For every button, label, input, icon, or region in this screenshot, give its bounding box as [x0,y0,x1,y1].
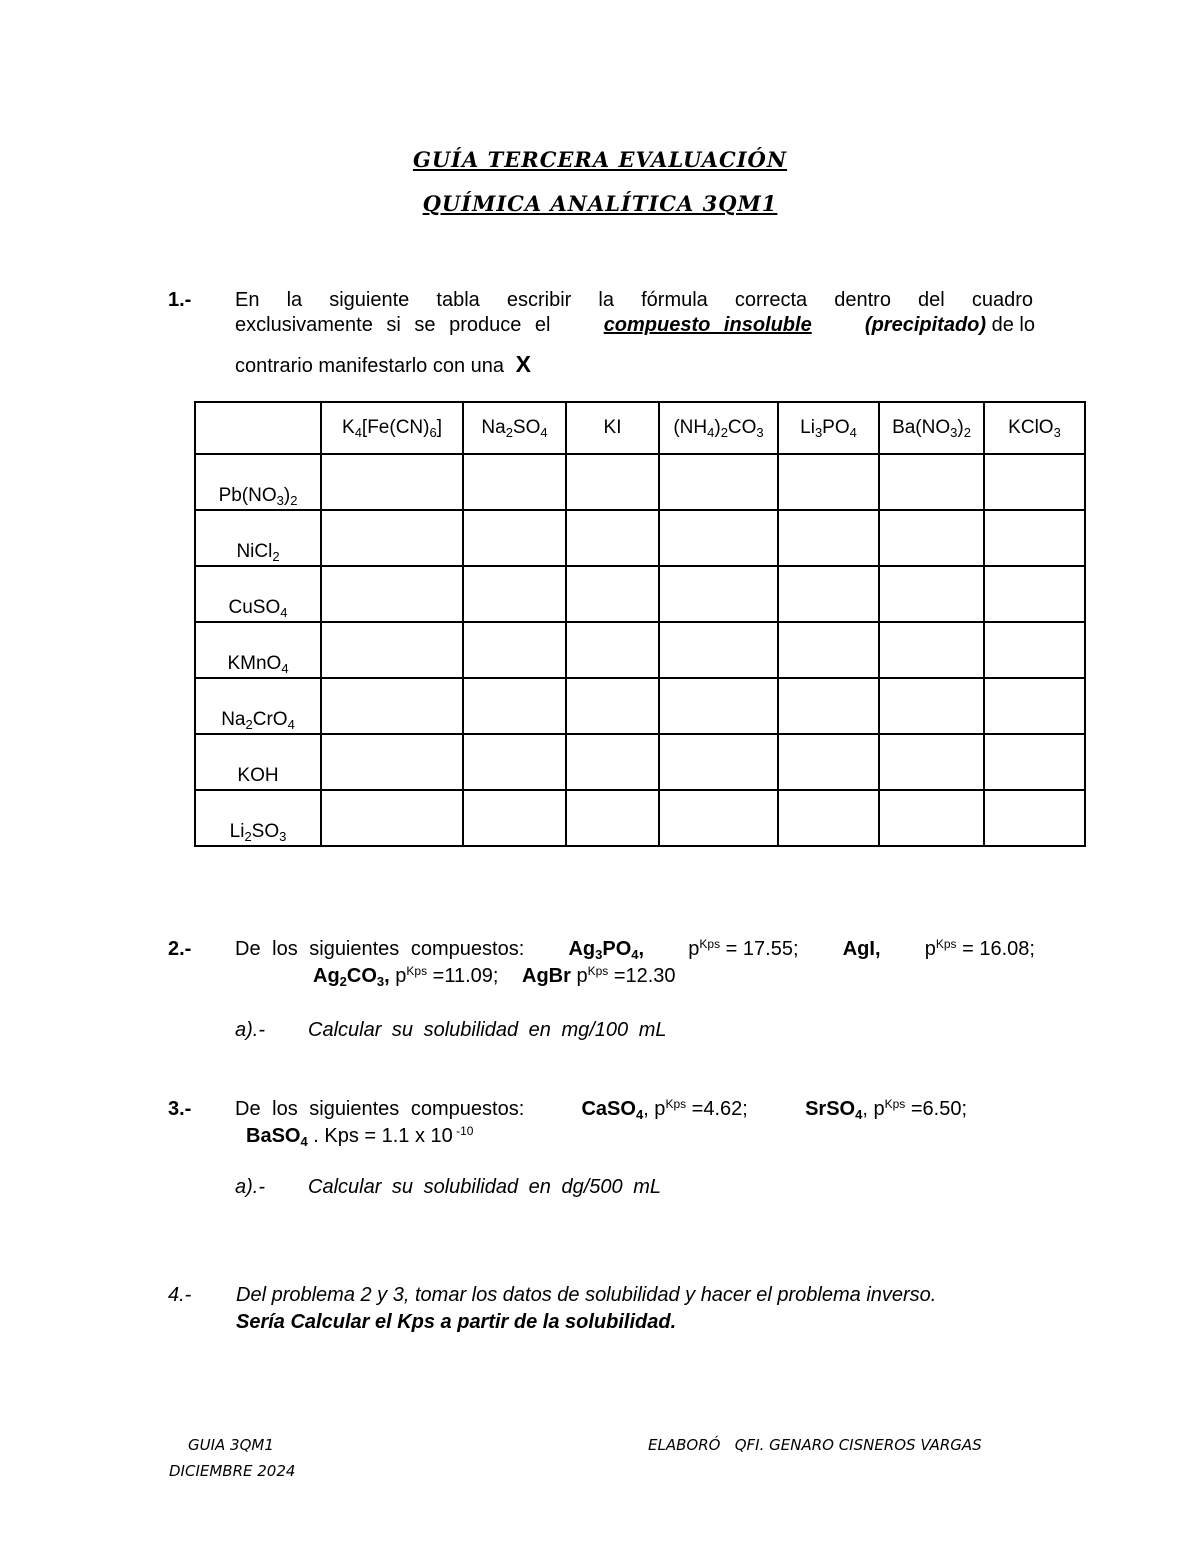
col-header: $Li_3PO_4$ [778,402,879,454]
answer-cell[interactable] [321,622,463,678]
row-header: $Pb(NO_3)_2$ [195,454,321,510]
footer-date: DICIEMBRE 2024 [169,1462,296,1480]
answer-cell[interactable] [566,734,659,790]
answer-cell[interactable] [463,790,566,846]
answer-cell[interactable] [879,454,984,510]
answer-cell[interactable] [566,566,659,622]
answer-cell[interactable] [321,734,463,790]
q1-line3 [235,351,531,378]
answer-cell[interactable] [659,678,778,734]
table-row [195,454,1085,510]
answer-cell[interactable] [778,734,879,790]
q1-number: 1.- [168,289,192,311]
answer-cell[interactable] [778,566,879,622]
q2-number: 2.- [168,938,192,960]
table-row [195,734,1085,790]
q2-line2: $Ag_2CO_3$, $p^{Kps} =11.09$; AgBr $p^{Kps} =12.30$ [313,964,676,989]
q2-sub-text: Calcular su solubilidad en mg/100 mL [308,1019,667,1041]
table-row [195,678,1085,734]
answer-cell[interactable] [566,454,659,510]
answer-cell[interactable] [778,454,879,510]
answer-cell[interactable] [984,566,1085,622]
row-header: NiCl$_2$ [195,510,321,566]
footer-course: GUIA 3QM1 [188,1436,274,1454]
table-corner-cell [195,402,321,454]
row-header: CuSO$_4$ [195,566,321,622]
page-title: GUÍA TERCERA EVALUACIÓN [412,147,788,172]
answer-cell[interactable] [463,566,566,622]
col-header: KI [566,402,659,454]
answer-cell[interactable] [659,510,778,566]
answer-cell[interactable] [879,510,984,566]
answer-cell[interactable] [984,734,1085,790]
answer-cell[interactable] [659,622,778,678]
q1-line2-b: compuesto insoluble [603,314,812,336]
q3-sub-label: a).- [235,1176,265,1198]
answer-cell[interactable] [778,510,879,566]
answer-cell[interactable] [321,566,463,622]
answer-cell[interactable] [984,790,1085,846]
q3-intro: De los siguientes compuestos: [235,1098,525,1120]
q4-line1: Del problema 2 y 3, tomar los datos de solubilidad y hacer el problema inverso. [236,1284,937,1306]
row-header: $Na_2CrO_4$ [195,678,321,734]
q2-sub-label: a).- [235,1019,265,1041]
table-row [195,510,1085,566]
answer-cell[interactable] [879,734,984,790]
answer-cell[interactable] [984,678,1085,734]
answer-cell[interactable] [566,622,659,678]
row-header: $Li_2SO_3$ [195,790,321,846]
col-header: $K_4[Fe(CN)_6]$ [321,402,463,454]
q1-x-mark: X [515,351,531,377]
q1-line3-text: contrario manifestarlo con una [235,355,505,377]
q1-line1: En la siguiente tabla escribir la fórmula correcta dentro del cuadro [235,289,1033,311]
answer-cell[interactable] [879,790,984,846]
q1-line2-a: exclusivamente si se produce el [235,314,551,336]
q1-line2-d: de lo [991,314,1035,336]
col-header: $Na_2SO_4$ [463,402,566,454]
answer-cell[interactable] [659,566,778,622]
answer-cell[interactable] [984,510,1085,566]
row-header: KOH [195,734,321,790]
answer-cell[interactable] [321,454,463,510]
table-row [195,622,1085,678]
answer-cell[interactable] [463,454,566,510]
q1-line2 [235,314,1035,337]
answer-cell[interactable] [778,790,879,846]
q3-number: 3.- [168,1098,192,1120]
page-subtitle: QUÍMICA ANALÍTICA 3QM1 [422,191,778,216]
answer-cell[interactable] [984,454,1085,510]
q4-line2: Sería Calcular el Kps a partir de la solubilidad. [236,1311,677,1333]
col-header: $(NH_4)_2CO_3$ [659,402,778,454]
col-header: KClO$_3$ [984,402,1085,454]
answer-cell[interactable] [463,678,566,734]
q3-compound-caso4: CaSO$_4$, $p^{Kps} =4.62$; [581,1097,748,1122]
q3-line1 [235,1098,967,1121]
q3-sub-text: Calcular su solubilidad en dg/500 mL [308,1176,661,1198]
answer-cell[interactable] [778,678,879,734]
precipitation-table [194,401,1086,847]
q4-number: 4.- [168,1284,192,1306]
col-header: $Ba(NO_3)_2$ [879,402,984,454]
q2-pkps-1: $p^{Kps} = 17.55$; [688,937,799,960]
answer-cell[interactable] [879,566,984,622]
q2-compound-agi: AgI, [842,938,881,960]
q3-line2: BaSO$_4$ . Kps = 1.1 x 10 $^{-10}$ [246,1124,474,1149]
answer-cell[interactable] [463,734,566,790]
answer-cell[interactable] [321,678,463,734]
answer-cell[interactable] [321,510,463,566]
footer-author: ELABORÓ QFI. GENARO CISNEROS VARGAS [648,1436,982,1454]
answer-cell[interactable] [778,622,879,678]
row-header: KMnO$_4$ [195,622,321,678]
q3-compound-srso4: SrSO$_4$, $p^{Kps} =6.50$; [805,1097,967,1122]
answer-cell[interactable] [879,678,984,734]
q2-intro: De los siguientes compuestos: [235,938,525,960]
table-header-row [195,402,1085,454]
answer-cell[interactable] [659,734,778,790]
answer-cell[interactable] [984,622,1085,678]
table-row [195,566,1085,622]
answer-cell[interactable] [659,454,778,510]
answer-cell[interactable] [566,510,659,566]
table-row [195,790,1085,846]
answer-cell[interactable] [566,678,659,734]
q1-line2-c: (precipitado) [864,314,987,336]
answer-cell[interactable] [566,790,659,846]
answer-cell[interactable] [463,510,566,566]
answer-cell[interactable] [659,790,778,846]
answer-cell[interactable] [463,622,566,678]
q2-pkps-2: $p^{Kps} = 16.08$; [924,937,1035,960]
q2-line1 [235,938,1035,961]
answer-cell[interactable] [321,790,463,846]
answer-cell[interactable] [879,622,984,678]
q2-compound-ag3po4: $Ag_3PO_4$, [568,938,645,962]
